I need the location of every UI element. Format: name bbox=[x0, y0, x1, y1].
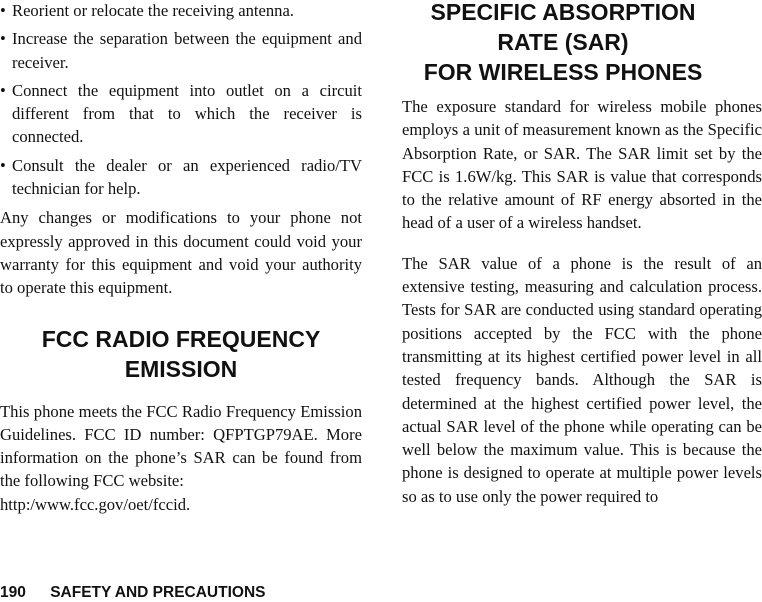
changes-paragraph: Any changes or modifications to your phone not expressly approved in this document could void your warranty for this equipment and void your authority to operate this equipment. bbox=[0, 208, 362, 298]
heading-line: RATE (SAR) bbox=[497, 29, 629, 55]
sar-heading bbox=[394, 0, 732, 87]
left-column bbox=[0, 0, 362, 516]
bullet-item bbox=[0, 0, 362, 22]
bullet-text: Reorient or relocate the receiving antenna. bbox=[12, 1, 294, 20]
heading-line: SPECIFIC ABSORPTION bbox=[430, 0, 696, 25]
heading-line: FCC RADIO FREQUENCY bbox=[41, 325, 321, 352]
bullet-dot: • bbox=[0, 80, 6, 100]
emission-paragraph: This phone meets the FCC Radio Frequency Emission Guidelines. FCC ID number: QFPTGP79AE. More information on the phone’s SAR can be found from the following FCC website: bbox=[0, 401, 362, 491]
fcc-website-link: http:/www.fcc.gov/oet/fccid. bbox=[0, 494, 191, 514]
bullet-item bbox=[0, 154, 362, 201]
bullet-dot: • bbox=[0, 1, 6, 20]
heading-line: FOR WIRELESS PHONES bbox=[423, 59, 703, 85]
bullet-dot: • bbox=[0, 155, 6, 175]
page-footer bbox=[0, 584, 266, 602]
sar-paragraph-2: The SAR value of a phone is the result of an extensive testing, measuring and calculation process. Tests for SAR are conducted using standard operating positions accepted by the FCC with the phone transmitting at its highest certified power level in all tested frequency bands. Although the SAR is determined at the highest certified power level, the actual SAR level of the phone while operating can be well below the maximum value. This is because the phone is designed to operate at multiple power levels so as to use only the power required to bbox=[402, 253, 762, 506]
bullet-text: Connect the equipment into outlet on a circuit different from that to which the receiver is connected. bbox=[12, 80, 362, 147]
bullet-item bbox=[0, 79, 362, 149]
right-column bbox=[402, 0, 762, 508]
heading-line: EMISSION bbox=[124, 355, 238, 382]
fcc-rf-heading bbox=[0, 324, 362, 384]
bullet-text: Increase the separation between the equipment and receiver. bbox=[12, 29, 362, 72]
bullet-item bbox=[0, 27, 362, 74]
sar-paragraph-1: The exposure standard for wireless mobile phones employs a unit of measurement known as the Specific Absorption Rate, or SAR. The SAR limit set by the FCC is 1.6W/kg. This SAR is value that corresponds to the relative amount of RF energy absorted in the head of a user of a wireless handset. bbox=[402, 97, 762, 233]
bullet-dot: • bbox=[0, 29, 6, 49]
page-number: 190 bbox=[0, 584, 26, 601]
bullet-text: Consult the dealer or an experienced radio/TV technician for help. bbox=[12, 155, 362, 199]
section-title: SAFETY AND PRECAUTIONS bbox=[50, 584, 266, 601]
